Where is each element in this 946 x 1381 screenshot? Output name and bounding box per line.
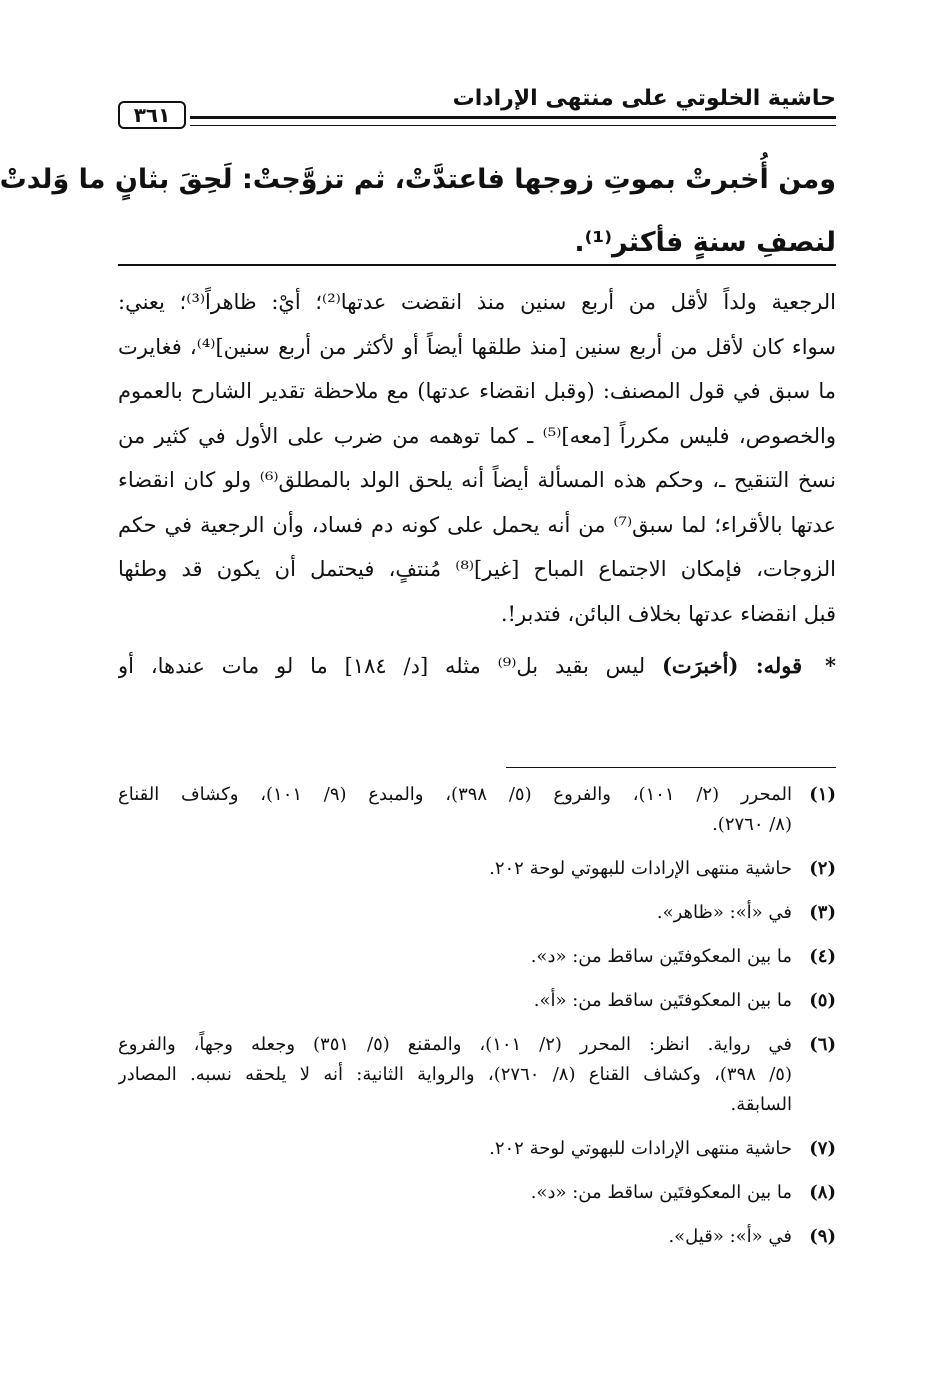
matn-text <box>0 148 836 274</box>
footnote-line: (٥/ ٣٩٨)، وكشاف القناع (٨/ ٢٧٦٠)، والرواية الثانية: أنه لا يلحقه نسبه. المصادر <box>118 1064 792 1085</box>
footnote-number: (٢) <box>809 858 836 879</box>
commentary-line: والخصوص، فليس مكرراً [معه]⁽⁵⁾ ـ كما توهمه من ضرب على الأول في كثير من <box>118 423 836 448</box>
footnote-number: (٩) <box>809 1226 836 1247</box>
qawl-text: ليس بقيد بل⁽⁹⁾ مثله [د/ ١٨٤] ما لو مات عندها، أو <box>118 654 646 678</box>
footnote-number: (٨) <box>809 1182 836 1203</box>
footnote-line: في «أ»: «ظاهر». <box>656 902 792 923</box>
footnote-text <box>118 942 792 972</box>
matn-line: لنصفِ سنةٍ فأكثر⁽¹⁾. <box>574 227 836 258</box>
qawl-line <box>118 644 836 689</box>
footnote-text <box>118 986 792 1016</box>
footnote-line: حاشية منتهى الإرادات للبهوتي لوحة ٢٠٢. <box>489 858 792 879</box>
commentary-line: سواء كان لأقل من أربع سنين [منذ طلقها أيضاً أو لأكثر من أربع سنين]⁽⁴⁾، فغايرت <box>118 334 836 359</box>
commentary-line: الرجعية ولداً لأقل من أربع سنين منذ انقضت عدتها⁽²⁾؛ أيْ: ظاهراً⁽³⁾؛ يعني: <box>118 290 836 314</box>
footnote-text <box>118 1178 792 1208</box>
footnote <box>118 942 836 972</box>
footnote-line: ما بين المعكوفتَين ساقط من: «د». <box>530 1182 792 1203</box>
footnote <box>118 1178 836 1208</box>
footnote-text <box>118 1222 792 1252</box>
footnote-text <box>118 854 792 884</box>
footnote-line: في «أ»: «قيل». <box>668 1226 792 1247</box>
footnote-line: المحرر (٢/ ١٠١)، والفروع (٥/ ٣٩٨)، والمبدع (٩/ ١٠١)، وكشاف القناع <box>118 784 792 805</box>
commentary-line: عدتها بالأقراء؛ لما سبق⁽⁷⁾ من أنه يحمل على كونه دم فساد، وأن الرجعية في حكم <box>118 512 836 537</box>
footnote-line: ما بين المعكوفتَين ساقط من: «أ». <box>533 990 792 1011</box>
footnote-line: السابقة. <box>730 1094 792 1115</box>
footnote-number: (١) <box>809 784 836 805</box>
header-rule <box>190 116 836 126</box>
footnote <box>118 854 836 884</box>
footnote <box>118 1222 836 1252</box>
footnote <box>118 898 836 928</box>
footnote-rule <box>506 767 836 768</box>
footnote-text <box>118 898 792 928</box>
commentary-line: قبل انقضاء عدتها بخلاف البائن، فتدبر!. <box>500 601 836 626</box>
footnote-text <box>118 780 792 840</box>
commentary-text <box>118 280 836 689</box>
commentary-line: نسخ التنقيح ـ، وحكم هذه المسألة أيضاً أنه يلحق الولد بالمطلق⁽⁶⁾ ولو كان انقضاء <box>118 468 836 492</box>
footnote <box>118 780 836 840</box>
footnote-line: ما بين المعكوفتَين ساقط من: «د». <box>530 946 792 967</box>
footnote-line: في رواية. انظر: المحرر (٢/ ١٠١)، والمقنع (٥/ ٣٥١) وجعله وجهاً، والفروع <box>118 1034 792 1055</box>
running-title: حاشية الخلوتي على منتهى الإرادات <box>452 86 836 111</box>
footnote-number: (٥) <box>809 990 836 1011</box>
footnote-text <box>118 1030 792 1120</box>
footnote-line: حاشية منتهى الإرادات للبهوتي لوحة ٢٠٢. <box>489 1138 792 1159</box>
footnote-number: (٤) <box>809 946 836 967</box>
star-marker: * <box>825 653 836 678</box>
footnote <box>118 1030 836 1120</box>
section-divider <box>118 264 836 266</box>
footnote-text <box>118 1134 792 1164</box>
footnote <box>118 1134 836 1164</box>
footnote-line: (٨/ ٢٧٦٠). <box>712 814 792 835</box>
footnote-number: (٧) <box>809 1138 836 1159</box>
footnote-number: (٣) <box>809 902 836 923</box>
page-number: ٣٦١ <box>118 101 186 129</box>
commentary-line: ما سبق في قول المصنف: (وقبل انقضاء عدتها) مع ملاحظة تقدير الشارح بالعموم <box>118 379 836 403</box>
qawl-label: قوله: (أخبرَت) <box>662 653 803 678</box>
footnotes <box>118 780 836 1266</box>
matn-line: ومن أُخبرتْ بموتِ زوجها فاعتدَّتْ، ثم تزوَّجتْ: لَحِقَ بثانٍ ما وَلدتْ <box>0 164 836 195</box>
commentary-line: الزوجات، فإمكان الاجتماع المباح [غير]⁽⁸⁾ مُنتفٍ، فيحتمل أن يكون قد وطئها <box>118 557 836 581</box>
footnote <box>118 986 836 1016</box>
footnote-number: (٦) <box>809 1034 836 1055</box>
